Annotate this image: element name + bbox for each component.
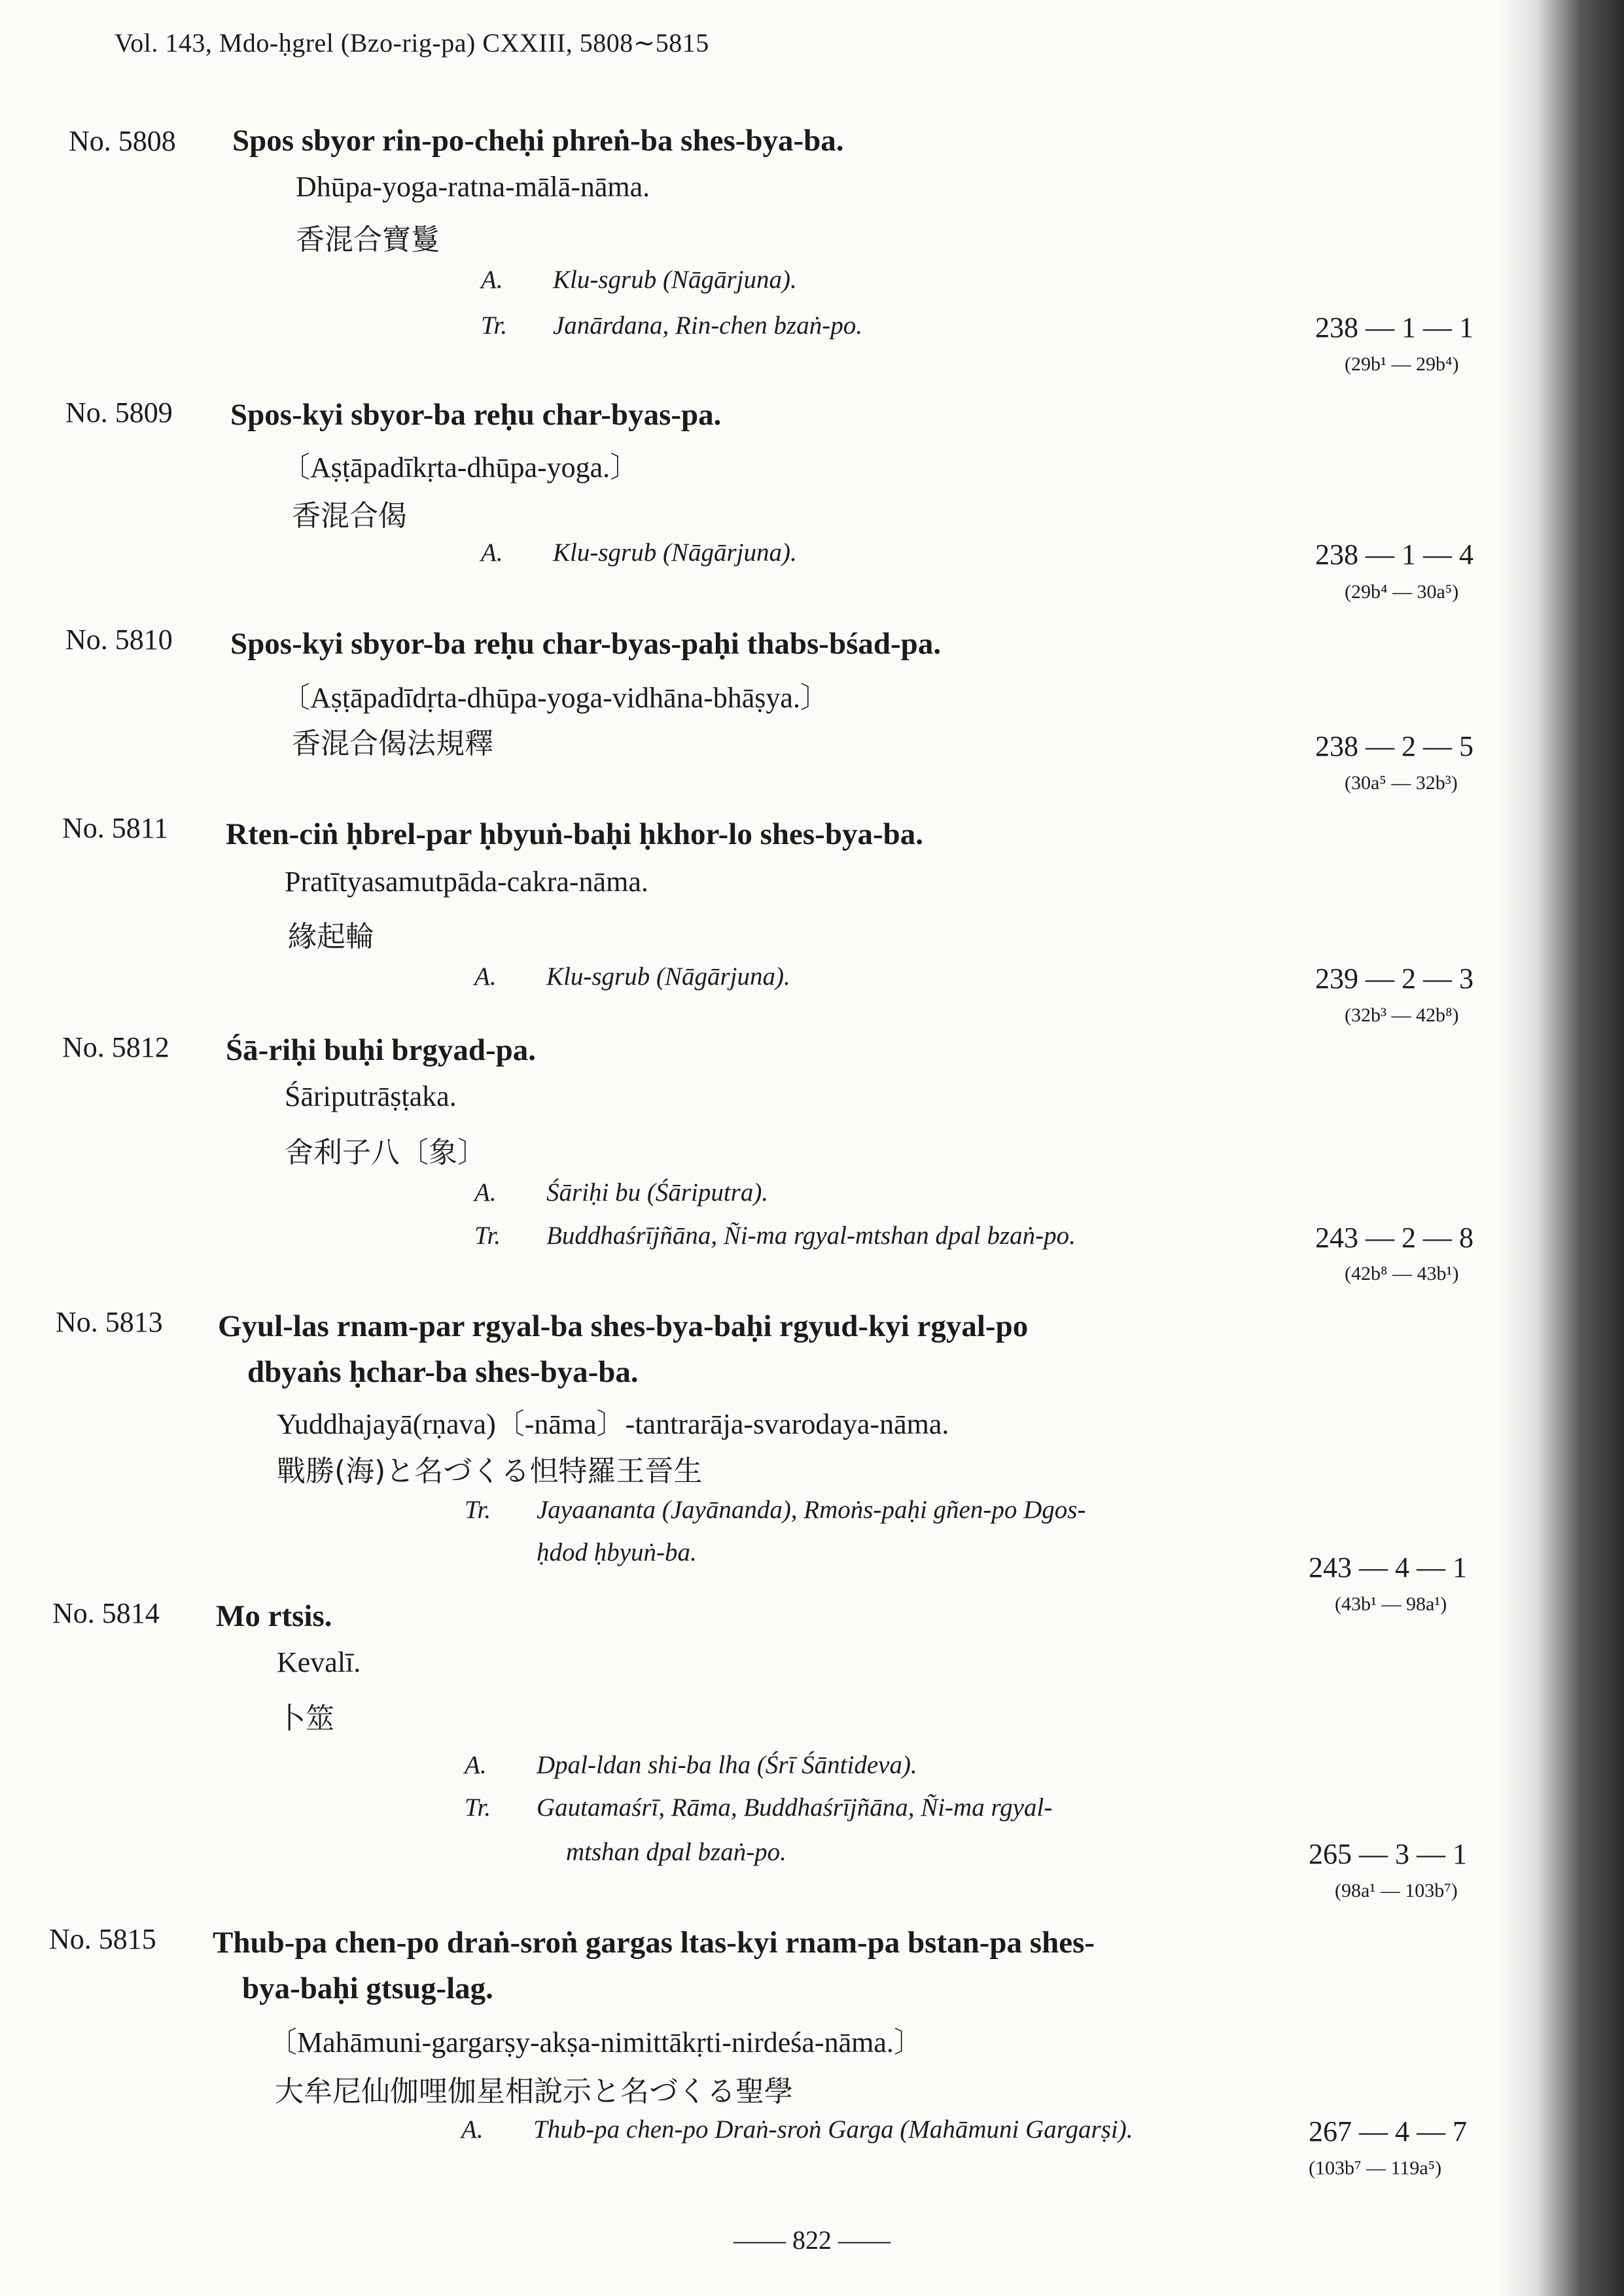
entry-number: No. 5814 — [52, 1597, 160, 1629]
volume-reference: 239 — 2 — 3 — [1315, 963, 1474, 995]
credit-role: A. — [474, 1178, 497, 1207]
credit-line — [474, 1221, 1076, 1250]
entry-title-continued: dbyaṅs ḥchar-ba shes-bya-ba. — [247, 1355, 639, 1389]
credit-text: Jayaananta (Jayānanda), Rmoṅs-paḥi gñen-po Dgos- — [537, 1496, 1086, 1524]
sanskrit-title: Yuddhajayā(rṇava)〔-nāma〕-tantrarāja-svarodaya-nāma. — [277, 1408, 949, 1440]
chinese-title: 卜筮 — [277, 1702, 334, 1735]
credit-line — [461, 2115, 1133, 2144]
entry-number: No. 5809 — [65, 397, 173, 429]
credit-role: A. — [481, 539, 503, 567]
entry-number: No. 5812 — [62, 1031, 169, 1063]
volume-reference: 243 — 4 — 1 — [1309, 1551, 1467, 1583]
credit-role: A. — [465, 1751, 487, 1779]
running-head: Vol. 143, Mdo-ḥgrel (Bzo-rig-pa) CXXIII, 5808∼5815 — [115, 28, 709, 58]
sanskrit-title: 〔Aṣṭāpadīdṛta-dhūpa-yoga-vidhāna-bhāṣya.〕 — [281, 682, 829, 714]
entry-title: Spos-kyi sbyor-ba reḥu char-byas-paḥi thabs-bśad-pa. — [230, 627, 942, 661]
chinese-title: 舍利子八〔象〕 — [285, 1136, 486, 1169]
credit-text: Gautamaśrī, Rāma, Buddhaśrījñāna, Ñi-ma rgyal- — [537, 1793, 1053, 1822]
credit-role: Tr. — [481, 311, 508, 340]
entry-number: No. 5815 — [49, 1923, 156, 1955]
credit-line — [481, 538, 797, 567]
credit-line — [474, 1178, 768, 1207]
folio-range: (29b⁴ — 30a⁵) — [1345, 581, 1459, 603]
sanskrit-title: Dhūpa-yoga-ratna-mālā-nāma. — [296, 171, 650, 203]
chinese-title: 緣起輪 — [288, 920, 374, 953]
credit-role: Tr. — [465, 1793, 491, 1822]
credit-role: Tr. — [465, 1496, 491, 1524]
volume-reference: 238 — 1 — 4 — [1315, 539, 1474, 571]
folio-range: (30a⁵ — 32b³) — [1345, 772, 1458, 794]
credit-line — [481, 265, 797, 294]
sanskrit-title: Śāriputrāṣṭaka. — [285, 1080, 457, 1112]
credit-text: Janārdana, Rin-chen bzaṅ-po. — [553, 311, 862, 340]
entry-title: Śā-riḥi buḥi brgyad-pa. — [226, 1033, 537, 1067]
volume-reference: 265 — 3 — 1 — [1309, 1838, 1467, 1870]
volume-reference: 267 — 4 — 7 — [1309, 2115, 1467, 2147]
entry-number: No. 5813 — [56, 1306, 163, 1338]
entry-title: Gyul-las rnam-par rgyal-ba shes-bya-baḥi rgyud-kyi rgyal-po — [218, 1309, 1029, 1343]
credit-role: A. — [481, 266, 503, 294]
credit-text: Dpal-ldan shi-ba lha (Śrī Śāntideva). — [537, 1751, 917, 1779]
sanskrit-title: 〔Aṣṭāpadīkṛta-dhūpa-yoga.〕 — [281, 451, 639, 484]
credit-line-continued: ḥdod ḥbyuṅ-ba. — [537, 1538, 697, 1566]
credit-text: Klu-sgrub (Nāgārjuna). — [546, 963, 790, 991]
credit-text: Buddhaśrījñāna, Ñi-ma rgyal-mtshan dpal bzaṅ-po. — [546, 1222, 1076, 1250]
folio-range: (43b¹ — 98a¹) — [1335, 1593, 1447, 1615]
page-number: —— 822 —— — [733, 2225, 891, 2255]
chinese-title: 香混合偈法規釋 — [292, 727, 493, 760]
folio-range: (103b⁷ — 119a⁵) — [1309, 2157, 1442, 2179]
entry-title: Spos sbyor rin-po-cheḥi phreṅ-ba shes-bya-ba. — [232, 124, 844, 158]
entry-number: No. 5810 — [65, 624, 173, 656]
credit-text: Thub-pa chen-po Draṅ-sroṅ Garga (Mahāmuni Gargarṣi). — [533, 2115, 1133, 2144]
folio-range: (42b⁸ — 43b¹) — [1345, 1263, 1459, 1284]
entry-title-continued: bya-baḥi gtsug-lag. — [242, 1971, 493, 2005]
entry-number: No. 5811 — [62, 812, 169, 844]
credit-line — [465, 1495, 1086, 1525]
entry-number: No. 5808 — [69, 125, 176, 157]
credit-text: Klu-sgrub (Nāgārjuna). — [553, 539, 797, 567]
chinese-title: 香混合寶鬘 — [296, 223, 440, 256]
credit-text: Klu-sgrub (Nāgārjuna). — [553, 266, 797, 294]
volume-reference: 243 — 2 — 8 — [1315, 1222, 1474, 1254]
credit-role: Tr. — [474, 1222, 501, 1250]
entry-title: Thub-pa chen-po draṅ-sroṅ gargas ltas-kyi rnam-pa bstan-pa shes- — [213, 1926, 1095, 1960]
entry-title: Mo rtsis. — [216, 1599, 332, 1633]
credit-line-continued: mtshan dpal bzaṅ-po. — [566, 1838, 786, 1866]
volume-reference: 238 — 1 — 1 — [1315, 311, 1474, 344]
folio-range: (32b³ — 42b⁸) — [1345, 1004, 1459, 1026]
entry-title: Spos-kyi sbyor-ba reḥu char-byas-pa. — [230, 398, 722, 432]
binding-shadow — [1500, 0, 1624, 2296]
chinese-title: 香混合偈 — [292, 499, 407, 533]
credit-line — [465, 1750, 917, 1780]
chinese-title: 戰勝(海)と名づくる怛特羅王晉生 — [277, 1455, 703, 1488]
credit-line — [481, 311, 862, 340]
credit-text: Śāriḥi bu (Śāriputra). — [546, 1178, 769, 1207]
sanskrit-title: Pratītyasamutpāda-cakra-nāma. — [285, 866, 648, 898]
folio-range: (98a¹ — 103b⁷) — [1335, 1880, 1458, 1901]
credit-role: A. — [461, 2115, 484, 2144]
folio-range: (29b¹ — 29b⁴) — [1345, 353, 1459, 375]
credit-line — [465, 1793, 1052, 1822]
volume-reference: 238 — 2 — 5 — [1315, 730, 1474, 762]
chinese-title: 大牟尼仙伽哩伽星相說示と名づくる聖學 — [275, 2075, 793, 2108]
credit-line — [474, 962, 790, 991]
credit-role: A. — [474, 963, 497, 991]
sanskrit-title: Kevalī. — [277, 1646, 361, 1678]
entry-title: Rten-ciṅ ḥbrel-par ḥbyuṅ-baḥi ḥkhor-lo shes-bya-ba. — [226, 817, 924, 851]
sanskrit-title: 〔Mahāmuni-gargarṣy-akṣa-nimittākṛti-nirdeśa-nāma.〕 — [268, 2026, 923, 2058]
